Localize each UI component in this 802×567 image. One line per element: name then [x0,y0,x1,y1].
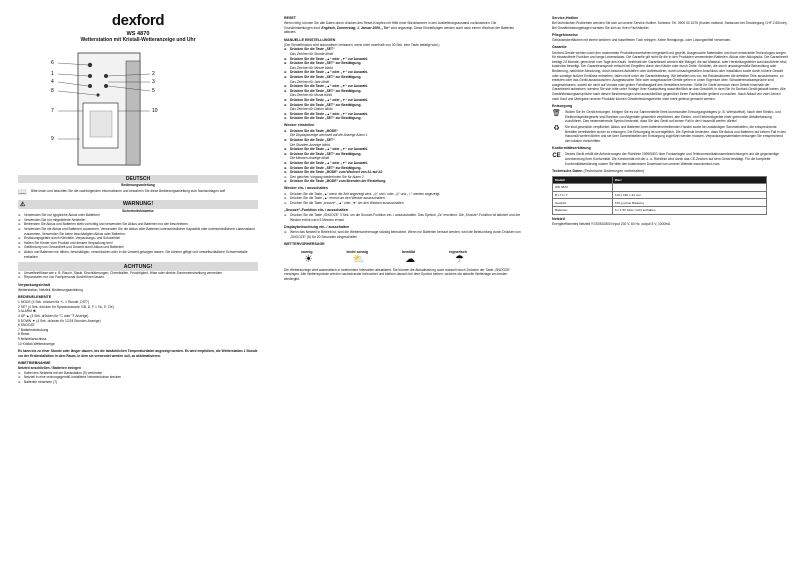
service-title: Service-Hotline [552,16,579,20]
care-title: Pflegehinweise [552,32,578,37]
warning-triangle-icon: ⚠ [20,201,26,208]
cloudy-icon: ☁ [405,253,416,265]
device-illustration [18,49,258,171]
disposal-title: Entsorgung [552,103,573,108]
warning-label: WARNUNG! [122,201,154,208]
list-item: ➡ Drücken Sie die Taste „SET“ zur Bestätigung. [284,166,524,171]
list-item: Das Zeichen für Datum blinkt [290,107,333,112]
list-item: ➡ Drücken Sie die Taste „SET“ [284,47,524,52]
table-header: Modell [553,176,613,184]
list-item: ➡ Drücken Sie die Taste „SET“ [284,138,524,143]
device-side [126,61,140,165]
psu-title: Netzteil [552,217,565,221]
list-item: ➡ Drücken Sie die Taste „SNOOZE“ 3 Sek. um die Snooze-Funktion ein- / auszuschalten. Das Symbol „Zz“ erscheint. Die „Snooze“-Funktion ist aktiviert und der Wecker ertönt nach 5 Minuten erneut [284,213,524,222]
warning-bar [18,200,258,209]
weather-label-cloudy: bewölkt [402,249,416,254]
product-subtitle: Wetterstation mit Kristall-Wetteranzeige und Uhr [80,37,196,43]
list-item: ➡ Drücken Sie die Taste „▲“ oder „▼“ zur Auswahl. [284,70,524,75]
table-row [553,199,767,207]
list-item: ➡ Batterien einsetzen (7) [18,380,258,385]
setup-subtitle: Netzteil anschließen / Batterien einlegen [18,366,82,371]
list-item: ➡ Drücken Sie die Taste „SET“ zur Bestätigung. [284,152,524,157]
set-button [104,74,108,78]
list-item: 5 DOWN ▼ (4 Sek. drücken für 12/24 Stunden-Anzeige) [18,318,101,323]
list-item: ➡ Drücken Sie die Taste „MODE“ [284,129,524,134]
list-item: 1 MODE (4 Sek. drücken für +/- 1 Stunde „DST“) [18,300,90,305]
table-cell: 3 x 1,5V AAA / nicht enthalten [612,206,766,214]
ce-mark-icon: CE [552,153,561,160]
list-item: ➡ Umwelteinflüsse wie z. B. Rauch, Staub, Erschütterungen, Chemikalien, Feuchtigkeit, Hitze oder direkte Sonneneinstrahlung vermeiden. [18,271,258,276]
list-item: 3 ALARM ✱ [18,309,36,314]
list-item: Das Zeichen für Minute blinkt [290,65,333,70]
rain-icon: ☂ [455,253,464,265]
service-text: Bei technischen Problemen wenden Sie sich an unsere Service-Hotline. Schweiz: Tel. 0900 00 1675 (Kosten national, Swisscom bei Drucklegung CHF 2.60/min). Bei Gewährleistungsfragen wenden Sie sich an Ihren Fachhändler. [552,21,788,30]
list-item: ➡ Netzteil in eine ordnungsgemäß installierte Netzsteckdose stecken [18,375,258,380]
list-item: Das Zeichen für Stunde blinkt [290,52,334,57]
caution-bar [18,262,258,271]
reset-title: RESET [284,16,296,20]
manual-title: Bedienungsanleitung [121,183,155,187]
list-item: ➡ Drücken Sie die Taste „▲“ oder „▼“ zur Auswahl. [284,161,524,166]
caution-list [18,271,258,280]
device-drawing [18,49,258,171]
list-item: ➡ Kabel des Netzteils mit der Basisstation (9) verbinden [18,371,258,376]
conformity-title: Konformitätserklärung [552,146,591,151]
tech-subtitle: (Technische Änderungen vorbehalten) [583,168,645,173]
table-row [553,184,767,192]
conformity [552,152,788,166]
list-item: ➡ Verwenden Sie nie Akkus und Batterien zusammen. Verwenden Sie nie Akkus oder Batterien unterschiedlicher Kapazität oder unterschiedlichem Ladezustand zusammen. Verwenden Sie keine beschädigten Akkus oder Batterien. [18,227,258,236]
disposal-weee [552,110,788,124]
care-text: Gehäuseoberflächen mit einem weichen und fusselfreien Tuch reinigen. Keine Reinigungs- oder Lösungsmittel verwenden. [552,38,732,43]
alarm-onoff-title: Wecker ein- / ausschalten [284,186,328,191]
list-item: Die Stunden-Anzeige blinkt [290,142,330,147]
tech-title [552,169,788,174]
list-item: ➡ Erstickungsgefahr durch Kleinteile, Verpackungs- und Schutzfolie! [18,236,258,241]
manual-steps-list [284,47,524,121]
list-item: ➡ Verwenden Sie nur typgleiche Akkus oder Batterien! [18,213,258,218]
safety-title: Sicherheitshinweise [122,208,154,213]
forecast-text: Die Wetteranzeige wird automatisch in bestimmten Intervallen aktualisiert. Sie können die Aktualisierung auch manuell durch Drücken der Taste „SNOOZE“ erzwingen. Alle Wettersymbole werden nacheinander beleuchtet und bleiben danach bei dem Symbol stehen, welches die aktuelle Wetterlage am besten wiedergibt. [284,267,511,281]
table-cell: Batterien [553,206,613,214]
reset-defaults: Englisch, Donnerstag, 1. Januar 2009, „Tm“ [321,25,390,30]
snooze-list [284,213,524,222]
list-item: ➡ Gefährdung von Gesundheit und Umwelt durch Akkus und Batterien! [18,245,258,250]
up-button [88,84,92,88]
setup-title: INBETRIEBNAHME [18,360,51,365]
light-list [284,230,524,239]
list-item: ➡ Drücken Sie die Taste „snooze“, „▲“ oder „▼“ um den Wecken auszuschalten [284,201,524,206]
list-item: 10 Kristall-Wetteranzeige [18,341,55,346]
list-item: ➡ Beitrenden Sie Akkus und Batterien stets vorrichtig und verwenden Sie Akkus und Batterien nur wie beschrieben. [18,222,258,227]
callout-10: 10 [152,108,158,114]
weather-labels [284,250,484,254]
weather-label-partly-sunny: leicht sonnig [346,249,369,254]
callout-7: 7 [51,108,54,114]
caution-label: ACHTUNG! [123,263,153,270]
snooze-button [88,63,92,67]
list-item: ➡ Drücken Sie die Taste „SET“ zur Bestätigung. [284,61,524,66]
list-item: Das Zeichen für Jahr blinkt [290,79,330,84]
callout-3: 3 [152,79,155,85]
package-text: Wetterstation, Netzteil, Bedienungsanleitung [18,287,83,292]
list-item: ➡ Verwenden Sie nur mitgelieferte Netzteile! [18,218,258,223]
warranty-title: Garantie [552,45,567,50]
alarm-title: Wecker einstellen [284,123,315,128]
list-item: Die Displayanzeige wechselt auf die Anzeige Alarm 1 [290,133,368,138]
recycle-icon: ♻ [553,125,560,133]
callout-4: 4 [51,79,54,85]
setup-list [18,371,258,385]
table-cell: 370 g (ohne Batterie) [612,199,766,207]
disposal-text-1: Wollen Sie Ihr Gerät entsorgen, bringen Sie es zur Sammelstelle Ihres kommunalen Entsorgungsträgers (z. B. Wertstoffhof). Nach dem Elektro- und Elektronikgerätegesetz sind Besitzer von Altgeräten gesetzlich verpflichtet, alte Elektro- und Elektronikgeräte einer getrennten Abfallerfassung zuzuführen. Das nebenstehende Symbol bedeutet, dass Sie das Gerät auf keinen Fall in den Hausmüll werfen dürfen! [565,110,781,124]
weather-label-rainy: regnerisch [449,249,467,254]
manual-settings-title: MANUELLE EINSTELLUNGEN [284,37,336,42]
controls-list [18,300,258,346]
table-cell [612,184,766,192]
conformity-text: Dieses Gerät erfüllt die Anforderungen der Richtlinie 1999/5/EG über Funkanlagen und Telekommunikationsendeinrichtungen und die gegenseitige Anerkennung ihrer Konformität. Die Konformität mit der o. a. Richtlinie wird durch das CE-Zeichen auf dem Gerät bestätigt. Für die komplette Konformitätserklärung nutzen Sie bitte den kostenlosen Download von unserer Website www.dexford.com. [565,152,780,166]
list-item: 7 Batterieabdeckung [18,327,49,332]
book-icon: 📖 [18,189,27,197]
list-item: ➡ Drücken Sie die Taste „▲“ oder „▼“ zur Auswahl. [284,57,524,62]
down-button [104,84,108,88]
partly-sunny-icon: ⛅ [352,253,366,265]
forecast-title: WETTERVORHERSAGE [284,241,325,246]
reset-button [96,93,99,96]
list-item: ➡ Drücken Sie die Taste „▲“ oder „▼“ zur Auswahl. [284,98,524,103]
manual-note [18,189,258,197]
list-item: 8 Reset [18,332,30,337]
tech-title-text: Technische Daten [552,168,583,173]
mode-button [88,74,92,78]
list-item: ➡ Drücken Sie die Taste „SET“ zur Bestätigung. [284,116,524,121]
list-item: ➡ Den gleichen Vorgang wiederholen Sie für Alarm 2 [284,175,524,180]
list-item: ➡ Drücken Sie die Taste „SET“ zur Bestätigung. [284,103,524,108]
reset-text [284,21,524,35]
controls-title: BEDIENELEMENTE [18,294,52,299]
warranty-text: Dexford-Geräte werden nach den modernsten Produktionsverfahren hergestellt und geprüft. Ausgesuchte Materialien und hoch entwickelte Technologien sorgen für einwandfreie Funktion und lange Lebensdauer. Die Garantie gilt nicht für die in den Produkten verwendeten Batterien, Akkus oder Akkupacks. Die Garantiezeit beträgt 24 Monate, gerechnet vom Tage des Kaufs. Innerhalb der Garantiezeit werden alle Mängel, die auf Material- oder Herstellungsfehler zurückzuführen sind, kostenlos beseitigt. Der Garantieanspruch erlischt bei Eingriffen durch den Käufer oder durch Dritte. Schäden, die durch unsachgemäße Behandlung oder Bedienung, natürliche Abnutzung, durch falsches Aufstellen oder Aufbewahren, durch unsachgemäßen Anschluss oder Installation sowie durch höhere Gewalt oder sonstige äußere Einflüsse entstehen, fallen nicht unter die Garantieleistung. Wir behalten uns vor, bei Reklamationen die defekten Teile auszubessern, zu ersetzen oder das Gerät auszutauschen. Ausgetauschte Teile oder ausgetauschte Geräte gehen in unser Eigentum über. Schadenersatzansprüche sind ausgeschlossen, soweit sie nicht auf Vorsatz oder grober Fahrlässigkeit des Herstellers beruhen. Sollte Ihr Gerät dennoch einen Defekt innerhalb der Garantiezeit aufweisen, wenden Sie sich bitte unter Vorlage Ihrer Kaufquittung ausschließlich an das Geschäft, in dem Sie Ihr Dexford-Gerät gekauft haben. Alle Gewährleistungsansprüche nach diesen Bestimmungen sind ausschließlich gegenüber Ihrem Fachhändler geltend zu machen. Nach Ablauf von zwei Jahren nach Kauf und Übergabe unserer Produkte können Gewährleistungsrechte nicht mehr geltend gemacht werden. [552,50,788,101]
list-item: ➡ Wenn das Netzteil in Betrieb ist, wird die Wetterwvorhersage ständig beleuchtet. Wenn nur Batterien benutzt werden, wird die Beleuchtung durch Drücken von „SNOOZE“ (6) für 20 Sekunden eingeschaltet. [284,230,524,239]
crossed-bin-icon: 🗑 [552,110,561,117]
table-cell: 110 x 190 x 43 mm [612,191,766,199]
language-banner: DEUTSCH [18,175,258,183]
callout-2: 2 [152,71,155,77]
alarm-steps-list [284,129,524,184]
table-cell: B x H x T [553,191,613,199]
list-item: Das Zeichen für Monat blinkt [290,93,332,98]
list-item: ➡ Drücken Sie die Taste „MODE“ zum Beenden der Einstellung. [284,179,524,184]
model-number: WS 4870 [126,31,150,37]
safety-list [18,213,258,259]
package-title: Verpackungsinhalt [18,282,50,287]
reset-text-2: wird angezeigt. Diese Einstellungen werden auch nach einem Wechsel der Batterien aktiviert. [284,25,515,35]
callout-9: 9 [51,136,54,142]
list-item: ➡ Drücken Sie die Taste „▲“ wenn die Zeit angezeigt wird. „◎“ und / oder „◎“ und „☼“ werden angezeigt. [284,192,524,197]
list-item: 6 SNOOZE [18,323,35,328]
list-item: ➡ Drücken Sie die Taste „▲“ oder „▼“ zur Auswahl. [284,147,524,152]
reset-text-1: Wenn nötig, können Sie alle Daten durch drücken des Reset-Knopfes mit Hilfe einer Büroklammer in den Auslieferungszustand zurücksetzen. Die Grundeinstellungen sind: [284,21,497,30]
alarm-onoff-list [284,192,524,206]
list-item: ➡ Akkus und Batterien nie öffnen, beschädigen, verschlucken oder in die Umwelt gelangen lassen. Sie können giftige und umweltschädliche Schwermetalle enthalten. [18,250,258,259]
disposal-text-2: Sie sind gesetzlich verpflichtet, Akkus und Batterien beim batterievertreibenden Handel sowie bei zuständigen Sammelstellen, die entsprechende Behälter bereitstellen sicher zu entsorgen. Die Entsorgung ist unentgeltlich. Die Symbole bedeuten, dass Sie Akkus und Batterien auf keinen Fall in den Hausmüll werfen dürfen und sie über Sammelstellen der Entsorgung zugeführt werden müssen. Verpackungsmaterialien entsorgen Sie entsprechend den lokalen Vorschriften. [565,125,787,144]
brand-logo: dexford [111,12,165,29]
weather-icons [284,255,484,265]
callout-8: 8 [51,88,54,94]
callout-1: 1 [51,71,54,77]
sun-icon: ☀ [303,253,313,265]
list-item: 4 UP ▲ (4 Sek. drücken für °C oder °F Anzeige) [18,313,89,318]
list-item: ➡ Drücken Sie die Taste „▲“ oder „▼“ zur Auswahl. [284,112,524,117]
list-item: ➡ Reparaturen nur von Fachpersonal durchführen lassen. [18,275,258,280]
table-header: Wert [612,176,766,184]
list-item: ➡ Drücken Sie die Taste „SET“ zur Bestätigung. [284,89,524,94]
manual-text: Bitte lesen und beachten Sie die nachfolgenden Informationen und bewahren Sie diese Bedienungsanleitung zum Nachschlagen auf! [31,189,226,194]
list-item: 9 Netzteilanschluss [18,336,47,341]
column-left [18,0,258,567]
table-header-row [553,176,767,184]
disposal-battery [552,125,788,143]
list-item: ➡ Drücken Sie die Taste „▲“ oder „▼“ zur Auswahl. [284,84,524,89]
list-item: ➡ Drücken Sie die Taste „SET“ zur Bestätigung. [284,75,524,80]
column-right [552,0,788,567]
table-cell: WS 4870 [553,184,613,192]
callout-6: 6 [51,60,54,66]
column-middle [284,0,524,567]
acclimatize-note: Es kann bis zu einer Stunde oder länger dauern, bis die tatsächlichen Temperaturdaten angezeigt werden. Es wird empfohlen, die Wetterstation 1 Stunde vor der Erstinstallation in dem Raum, in dem sie verwendet werden soll, zu akklimatisieren. [18,349,258,358]
list-item: ➡ Drücken Sie die Taste „MODE“ zum Wechsel von A1 auf A2 [284,170,524,175]
table-row [553,206,767,214]
table-row [553,191,767,199]
callout-5: 5 [152,88,155,94]
list-item: ➡ Halten Sie Kinder vom Produkt und dessen Verpackung fern! [18,241,258,246]
manual-settings-sub: (Der Einstellmodus wird automatisch verlassen, wenn nicht innerhalb von 30 Sek. eine Taste betätigt wird.) [284,42,440,47]
table-cell: Gewicht [553,199,613,207]
list-item: ➡ Drücken Sie die Taste „▲“ erneut um den Wecker auszuschalten. [284,196,524,201]
tech-table [552,176,767,215]
snooze-title: „Snooze“-Funktion ein- / ausschalten [284,207,348,212]
list-item: Die Minuten-Anzeige blinkt [290,156,330,161]
psu-text: Energieeffizientes Netzteil YGS0510800I Input 230 V, 50 Hz, output 5 V, 1000mA [552,222,671,227]
list-item: 2 SET (4 Sek. drücken für Sprachauswahl: GB, D, F, I, NL, E, DK) [18,304,114,309]
light-title: Displaybeleuchtung ein- / ausschalten [284,224,350,229]
weather-label-sunny: sonnig [300,249,313,254]
